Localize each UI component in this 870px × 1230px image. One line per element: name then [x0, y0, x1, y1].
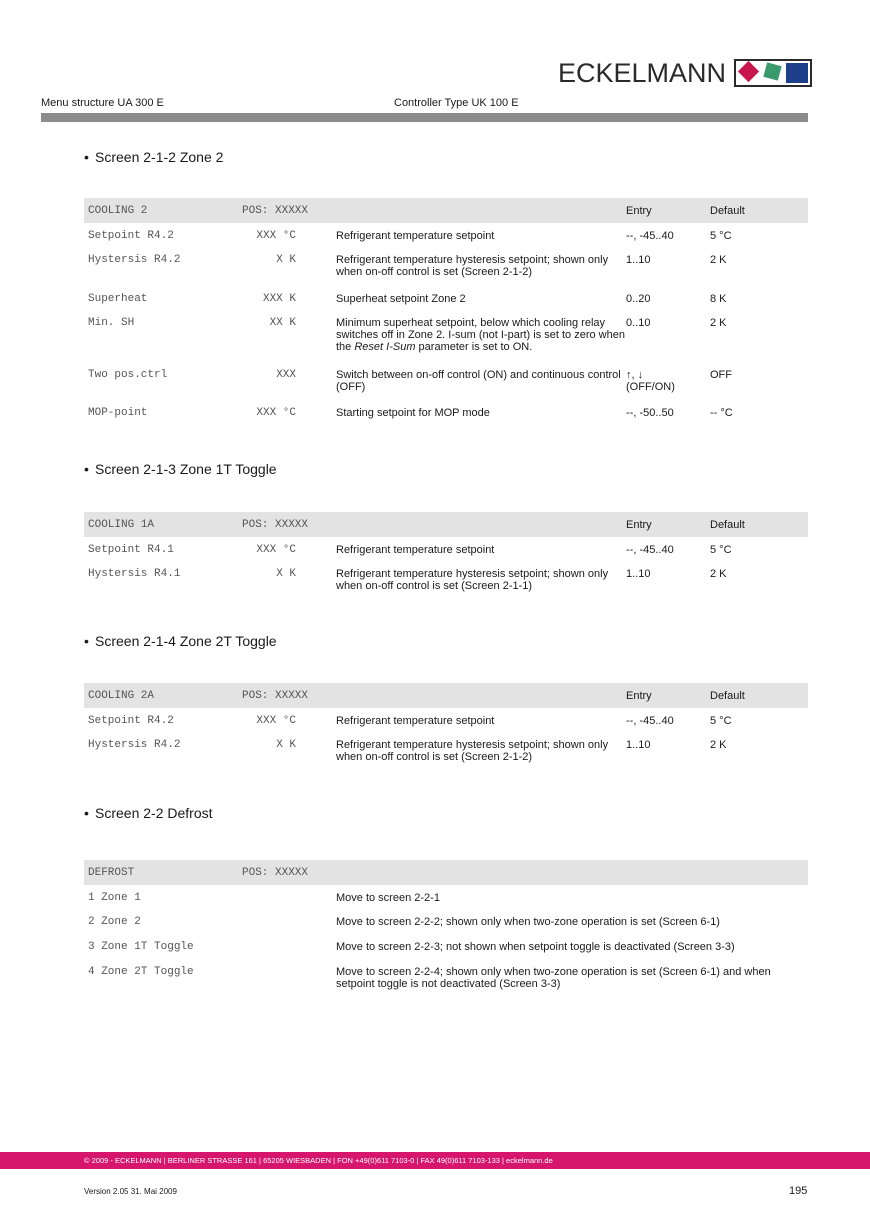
screen-name: COOLING 2 [84, 198, 242, 223]
screen-pos: POS: XXXXX [242, 198, 316, 223]
footer-bar: © 2009 - ECKELMANN | BERLINER STRASSE 161 | 65205 WIESBADEN | FON +49(0)611 7103-0 | FAX 49(0)611 7103-133 | eckelmann.de [0, 1152, 870, 1169]
entry-header: Entry [626, 198, 710, 223]
screen-table [84, 683, 808, 771]
screen-table [84, 860, 808, 998]
screen-header-row [84, 198, 808, 223]
screen-header-row: COOLING 1A POS: XXXXX Entry Default [84, 512, 808, 537]
table-row: 3 Zone 1T Toggle Move to screen 2-2-3; not shown when setpoint toggle is deactivated (Screen 3-3) [88, 941, 735, 953]
eckelmann-logo [558, 57, 812, 89]
section-zone-1t-toggle [84, 460, 808, 600]
table-row: 1 Zone 1 Move to screen 2-2-1 [88, 892, 440, 904]
table-row: Min. SH XX K Minimum superheat setpoint, below which cooling relay switches off in Zone 2. I-sum (not I-part) is set to zero when the Reset I-Sum parameter is set to ON. 0..10 2 K [88, 317, 727, 353]
version-info: Version 2.05 31. Mai 2009 [84, 1187, 177, 1196]
section-defrost [84, 804, 808, 998]
logo-text: ECKELMANN [558, 58, 727, 88]
table-row: 4 Zone 2T Toggle Move to screen 2-2-4; shown only when two-zone operation is set (Screen 6-1) and when setpoint toggle is not deactivated (Screen 3-3) [88, 966, 771, 990]
header-left: Menu structure UA 300 E [41, 97, 164, 109]
table-row: Setpoint R4.1 XXX °C Refrigerant temperature setpoint --, -45..40 5 °C [88, 544, 732, 556]
section-zone-2 [84, 148, 808, 426]
screen-header-row: COOLING 2A POS: XXXXX Entry Default [84, 683, 808, 708]
table-row: Hystersis R4.1 X K Refrigerant temperature hysteresis setpoint; shown only when on-off control is set (Screen 2-1-1) 1..10 2 K [88, 568, 727, 592]
section-title: • Screen 2-1-4 Zone 2T Toggle [84, 632, 808, 650]
section-title: • Screen 2-2 Defrost [84, 804, 808, 822]
screen-table [84, 198, 808, 426]
table-row: Setpoint R4.2 XXX °C Refrigerant temperature setpoint --, -45..40 5 °C [88, 230, 732, 242]
table-row: Hystersis R4.2 X K Refrigerant temperature hysteresis setpoint; shown only when on-off control is set (Screen 2-1-2) 1..10 2 K [88, 739, 727, 763]
table-row: Two pos.ctrl XXX Switch between on-off control (ON) and continuous control (OFF) ↑, ↓ (OFF/ON) OFF [88, 369, 732, 393]
header-center: Controller Type UK 100 E [394, 97, 519, 109]
table-row: 2 Zone 2 Move to screen 2-2-2; shown only when two-zone operation is set (Screen 6-1) [88, 916, 720, 928]
section-title: • Screen 2-1-2 Zone 2 [84, 148, 808, 166]
section-zone-2t-toggle [84, 632, 808, 771]
screen-table [84, 512, 808, 600]
section-title: • Screen 2-1-3 Zone 1T Toggle [84, 460, 808, 478]
default-header: Default [710, 198, 808, 223]
screen-header-row: DEFROST POS: XXXXX [84, 860, 808, 885]
table-row: Superheat XXX K Superheat setpoint Zone 2 0..20 8 K [88, 293, 727, 305]
logo-mark [734, 59, 812, 87]
table-row: MOP-point XXX °C Starting setpoint for MOP mode --, -50..50 -- °C [88, 407, 733, 419]
header-rule [41, 113, 808, 122]
page-number: 195 [789, 1185, 808, 1197]
table-row: Setpoint R4.2 XXX °C Refrigerant temperature setpoint --, -45..40 5 °C [88, 715, 732, 727]
table-row: Hystersis R4.2 X K Refrigerant temperature hysteresis setpoint; shown only when on-off control is set (Screen 2-1-2) 1..10 2 K [88, 254, 727, 278]
